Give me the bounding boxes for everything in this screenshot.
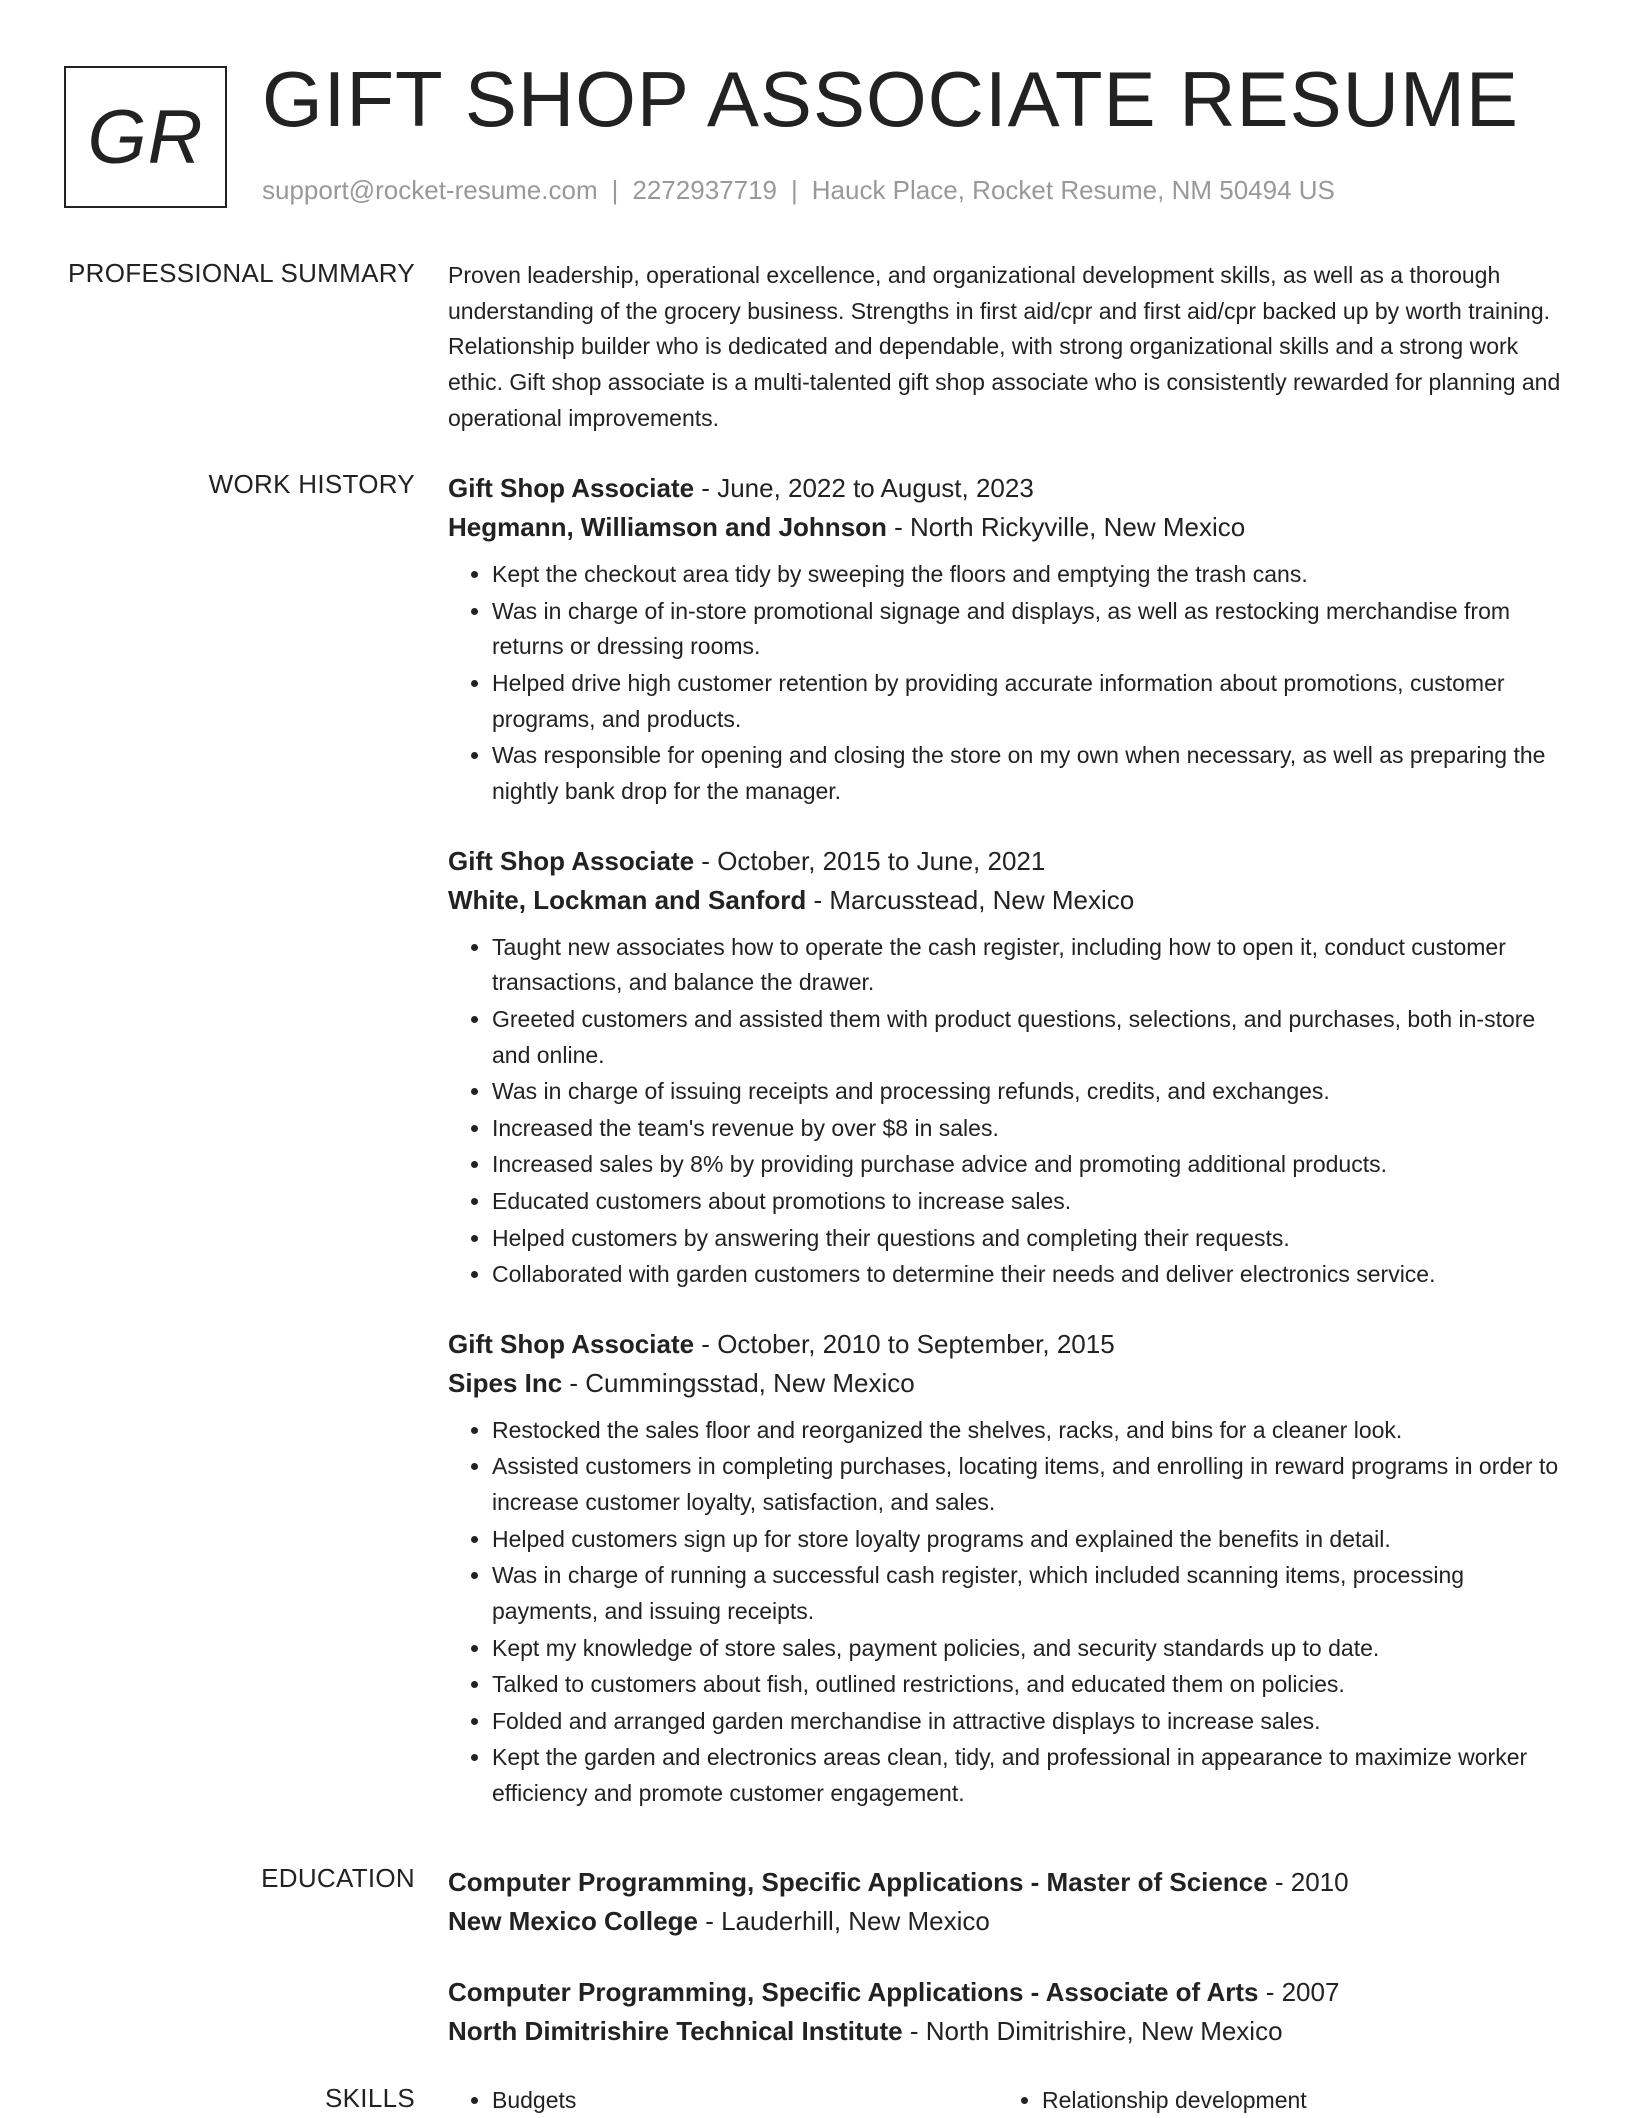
job-bullet: • Helped drive high customer retention by providing accurate information about promotions, customer programs, and products. xyxy=(492,666,1568,737)
section-label-summary: PROFESSIONAL SUMMARY xyxy=(68,258,415,288)
degree-year: 2007 xyxy=(1281,1977,1340,2007)
job-location: Marcusstead, New Mexico xyxy=(829,884,1135,915)
job-bullet: • Taught new associates how to operate the cash register, including how to open it, conduct customer transactions, and balance the drawer. xyxy=(492,930,1568,1001)
job-bullet: • Increased sales by 8% by providing purchase advice and promoting additional products. xyxy=(492,1147,1568,1183)
job-dates: June, 2022 to August, 2023 xyxy=(717,473,1034,503)
contact-line xyxy=(262,175,1335,206)
job-company-line: White, Lockman and Sanford - Marcusstead, New Mexico xyxy=(448,884,1135,915)
degree-year: 2010 xyxy=(1290,1867,1349,1897)
job-bullet: • Kept my knowledge of store sales, payment policies, and security standards up to date. xyxy=(492,1631,1568,1667)
skill-item: • Relationship development xyxy=(1042,2083,1548,2118)
skills-grid xyxy=(448,2083,1568,2118)
job-company: White, Lockman and Sanford xyxy=(448,884,807,915)
monogram-logo xyxy=(64,66,227,208)
job-bullet: • Restocked the sales floor and reorganized the shelves, racks, and bins for a cleaner look. xyxy=(492,1413,1568,1449)
job-location: Cummingsstad, New Mexico xyxy=(585,1367,915,1398)
degree: Computer Programming, Specific Applications - Master of Science xyxy=(448,1867,1268,1897)
job-location: North Rickyville, New Mexico xyxy=(910,512,1246,542)
job-bullet: • Assisted customers in completing purchases, locating items, and enrolling in reward programs in order to increase customer loyalty, satisfaction, and sales. xyxy=(492,1449,1568,1520)
initials: GR xyxy=(87,94,204,180)
job-bullet: • Collaborated with garden customers to determine their needs and deliver electronics service. xyxy=(492,1257,1568,1293)
job-title: Gift Shop Associate xyxy=(448,1328,695,1359)
job-bullet: • Kept the garden and electronics areas clean, tidy, and professional in appearance to maximize worker efficiency and promote customer engagement. xyxy=(492,1740,1568,1811)
skills-body xyxy=(448,2083,1568,2118)
school: New Mexico College xyxy=(448,1906,698,1936)
education-entry xyxy=(448,1863,1568,1941)
contact-separator: | xyxy=(791,175,798,205)
job-entry xyxy=(448,469,1568,810)
contact-address: Hauck Place, Rocket Resume, NM 50494 US xyxy=(811,175,1335,205)
degree-line: Computer Programming, Specific Applications - Master of Science - 2010 xyxy=(448,1867,1349,1897)
skills-list-right xyxy=(998,2083,1548,2118)
section-label-work-history: WORK HISTORY xyxy=(208,469,415,499)
job-company: Hegmann, Williamson and Johnson xyxy=(448,512,887,542)
school-location: North Dimitrishire, New Mexico xyxy=(925,2016,1283,2046)
job-bullet: • Was in charge of issuing receipts and processing refunds, credits, and exchanges. xyxy=(492,1074,1568,1110)
job-title-line: Gift Shop Associate - June, 2022 to August, 2023 xyxy=(448,473,1034,503)
school: North Dimitrishire Technical Institute xyxy=(448,2016,903,2046)
job-bullet: • Greeted customers and assisted them with product questions, selections, and purchases, both in-store and online. xyxy=(492,1002,1568,1073)
job-bullet: • Was responsible for opening and closing the store on my own when necessary, as well as preparing the nightly bank drop for the manager. xyxy=(492,738,1568,809)
skills-list-left xyxy=(448,2083,998,2118)
education-entry xyxy=(448,1973,1568,2051)
job-company-line: Sipes Inc - Cummingsstad, New Mexico xyxy=(448,1367,915,1398)
section-label-skills: SKILLS xyxy=(325,2083,415,2113)
job-bullet: • Was in charge of in-store promotional signage and displays, as well as restocking merchandise from returns or dressing rooms. xyxy=(492,594,1568,665)
school-line: North Dimitrishire Technical Institute - North Dimitrishire, New Mexico xyxy=(448,2016,1283,2046)
job-company-line: Hegmann, Williamson and Johnson - North Rickyville, New Mexico xyxy=(448,512,1246,542)
job-company: Sipes Inc xyxy=(448,1367,563,1398)
job-bullets xyxy=(448,930,1568,1293)
job-bullet: • Helped customers sign up for store loyalty programs and explained the benefits in detail. xyxy=(492,1522,1568,1558)
resume-title: GIFT SHOP ASSOCIATE RESUME xyxy=(262,55,1519,143)
degree: Computer Programming, Specific Applications - Associate of Arts xyxy=(448,1977,1259,2007)
degree-line: Computer Programming, Specific Applications - Associate of Arts - 2007 xyxy=(448,1977,1340,2007)
job-bullet: • Folded and arranged garden merchandise in attractive displays to increase sales. xyxy=(492,1704,1568,1740)
school-location: Lauderhill, New Mexico xyxy=(721,1906,990,1936)
summary-text: Proven leadership, operational excellence, and organizational development skills, as well as a thorough understanding of the grocery business. Strengths in first aid/cpr and first aid/cpr backed up by worth training. Relationship builder who is dedicated and dependable, with strong organizational skills and a strong work ethic. Gift shop associate is a multi-talented gift shop associate who is consistently rewarded for planning and operational improvements. xyxy=(448,262,1561,431)
job-title: Gift Shop Associate xyxy=(448,473,695,503)
job-entry xyxy=(448,842,1568,1293)
section-label-education: EDUCATION xyxy=(261,1863,415,1893)
work-history-body xyxy=(448,469,1568,1813)
education-body xyxy=(448,1863,1568,2051)
job-bullet: • Talked to customers about fish, outlined restrictions, and educated them on policies. xyxy=(492,1667,1568,1703)
job-title-line: Gift Shop Associate - October, 2010 to September, 2015 xyxy=(448,1328,1115,1359)
job-title: Gift Shop Associate xyxy=(448,845,695,876)
job-dates: October, 2015 to June, 2021 xyxy=(717,845,1046,876)
job-bullet: • Helped customers by answering their questions and completing their requests. xyxy=(492,1221,1568,1257)
school-line: New Mexico College - Lauderhill, New Mexico xyxy=(448,1906,990,1936)
job-bullet: • Educated customers about promotions to increase sales. xyxy=(492,1184,1568,1220)
skill-item: • Budgets xyxy=(492,2083,998,2118)
contact-email: support@rocket-resume.com xyxy=(262,175,598,205)
contact-phone: 2272937719 xyxy=(632,175,777,205)
job-bullet: • Was in charge of running a successful cash register, which included scanning items, processing payments, and issuing receipts. xyxy=(492,1558,1568,1629)
contact-separator: | xyxy=(611,175,619,205)
job-bullets xyxy=(448,557,1568,810)
job-dates: October, 2010 to September, 2015 xyxy=(717,1328,1115,1359)
job-title-line: Gift Shop Associate - October, 2015 to June, 2021 xyxy=(448,845,1046,876)
job-entry xyxy=(448,1325,1568,1812)
job-bullet: • Increased the team's revenue by over $8 in sales. xyxy=(492,1111,1568,1147)
job-bullet: • Kept the checkout area tidy by sweeping the floors and emptying the trash cans. xyxy=(492,557,1568,593)
job-bullets xyxy=(448,1413,1568,1812)
